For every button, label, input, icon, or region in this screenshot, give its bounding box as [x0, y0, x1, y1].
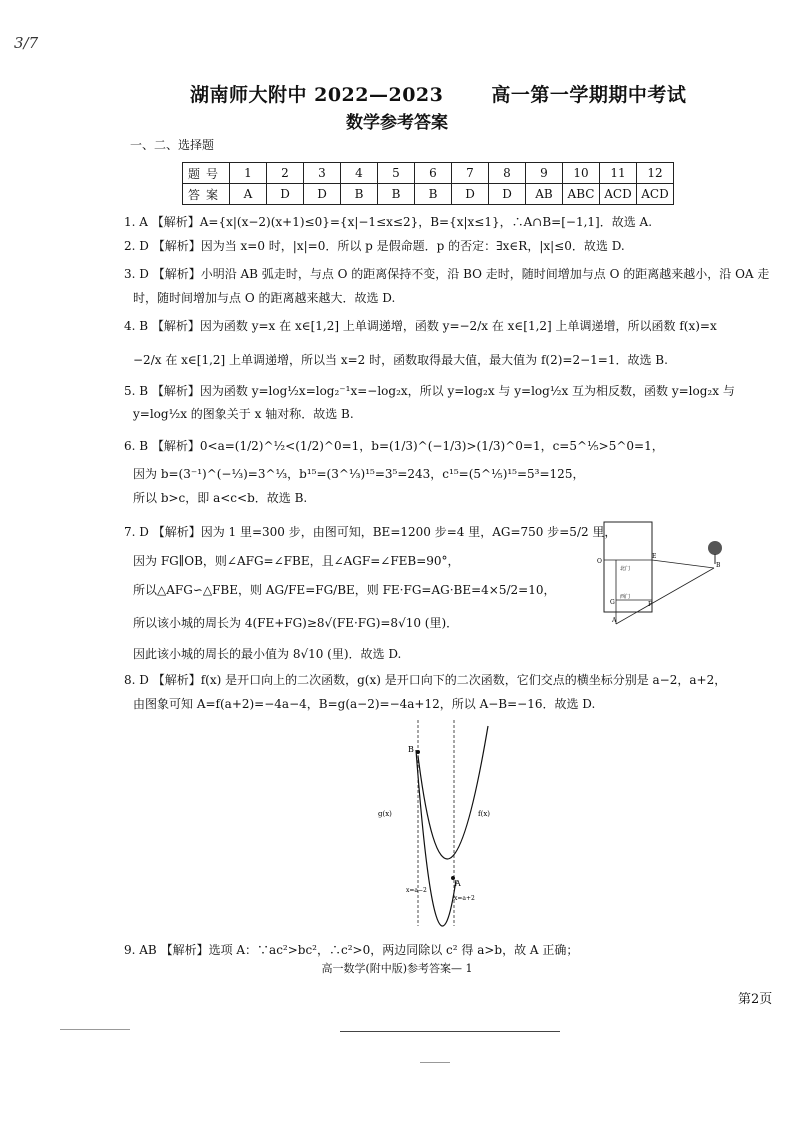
table-cell: 11 — [600, 163, 637, 184]
solution-line-q7-c: 所以△AFG∽△FBE，则 AG/FE=FG/BE，则 FE·FG=AG·BE=4×5/2=10， — [133, 583, 556, 597]
table-cell: 10 — [563, 163, 600, 184]
table-cell: B — [341, 184, 378, 205]
figure-q7-city-diagram — [588, 518, 738, 630]
fig7-label-a: A — [612, 617, 617, 624]
tree-icon — [708, 541, 722, 555]
answer-table-answer-row — [183, 184, 674, 205]
table-cell: 8 — [489, 163, 526, 184]
solution-line-q5: 5. B 【解析】因为函数 y=log½x=log₂⁻¹x=−log₂x，所以 y=log₂x 与 y=log½x 互为相反数，函数 y=log₂x 与 — [124, 384, 735, 398]
table-cell: 4 — [341, 163, 378, 184]
fig7-label-north-gate: 北门 — [620, 566, 631, 572]
table-cell: B — [415, 184, 452, 205]
fig7-label-o: O — [597, 558, 602, 565]
solution-line-q4: 4. B 【解析】因为函数 y=x 在 x∈[1,2] 上单调递增，函数 y=−2/x 在 x∈[1,2] 上单调递增，所以函数 f(x)=x — [124, 319, 717, 333]
solution-line-q7: 7. D 【解析】因为 1 里=300 步，由图可知，BE=1200 步=4 里，AG=750 步=5/2 里， — [124, 525, 617, 539]
figure-q8-parabolas — [376, 716, 506, 930]
solution-line-q7-e: 因此该小城的周长的最小值为 8√10 (里)．故选 D. — [133, 647, 402, 661]
page-title — [190, 80, 686, 107]
fig8-label-g: g(x) — [378, 810, 392, 818]
solution-line-q8-cont: 由图象可知 A=f(a+2)=−4a−4，B=g(a−2)=−4a+12，所以 A−B=−16．故选 D. — [133, 697, 596, 711]
table-cell: D — [489, 184, 526, 205]
fig8-label-b: B — [408, 745, 414, 754]
title-school: 湖南师大附中 2022—2023 — [190, 84, 444, 106]
fig8-label-x1: x=a−2 — [406, 887, 427, 894]
table-cell: D — [267, 184, 304, 205]
table-cell: AB — [526, 184, 563, 205]
fig7-label-b: B — [716, 562, 721, 569]
solution-line-q2: 2. D 【解析】因为当 x=0 时，|x|=0．所以 p 是假命题．p 的否定：∃x∈R，|x|≤0．故选 D. — [124, 239, 625, 253]
scan-line-divider — [340, 1031, 560, 1032]
table-cell: 2 — [267, 163, 304, 184]
fig7-label-g: G — [610, 599, 615, 606]
solution-line-q6-cont: 因为 b=(3⁻¹)^(−⅓)=3^⅓，b¹⁵=(3^⅓)¹⁵=3⁵=243，c¹⁵=(5^⅕)¹⁵=5³=125， — [133, 467, 585, 481]
section-heading: 一、二、选择题 — [130, 138, 215, 152]
table-header-cell: 题号 — [183, 163, 230, 184]
scan-line-divider — [420, 1062, 450, 1063]
table-cell: 12 — [637, 163, 674, 184]
table-cell: A — [230, 184, 267, 205]
solution-line-q4-cont: −2/x 在 x∈[1,2] 上单调递增，所以当 x=2 时，函数取得最大值，最大值为 f(2)=2−1=1．故选 B. — [133, 353, 668, 367]
title-exam: 高一第一学期期中考试 — [491, 84, 687, 106]
table-cell: 5 — [378, 163, 415, 184]
curve-f — [418, 726, 491, 859]
table-cell: D — [452, 184, 489, 205]
solution-line-q7-b: 因为 FG∥OB，则∠AFG=∠FBE，且∠AGF=∠FEB=90°， — [133, 554, 460, 568]
fig7-label-west-gate: 西门 — [620, 594, 631, 600]
table-header-cell: 答案 — [183, 184, 230, 205]
fig8-label-f: f(x) — [478, 810, 491, 818]
table-cell: ACD — [600, 184, 637, 205]
table-cell: 9 — [526, 163, 563, 184]
table-cell: B — [378, 184, 415, 205]
page-footer: 高一数学(附中版)参考答案— 1 — [321, 962, 473, 975]
solution-line-q1: 1. A 【解析】A={x|(x−2)(x+1)≤0}={x|−1≤x≤2}，B={x|x≤1}，∴A∩B=[−1,1]．故选 A. — [124, 215, 653, 229]
table-cell: 3 — [304, 163, 341, 184]
fig7-label-e: E — [652, 553, 657, 560]
table-cell: 6 — [415, 163, 452, 184]
solution-line-q5-cont: y=log½x 的图象关于 x 轴对称．故选 B. — [133, 407, 354, 421]
solution-line-q3: 3. D 【解析】小明沿 AB 弧走时，与点 O 的距离保持不变，沿 BO 走时，随时间增加与点 O 的距离越来越小，沿 OA 走 — [124, 267, 770, 281]
page-subtitle: 数学参考答案 — [346, 113, 448, 133]
table-cell: 7 — [452, 163, 489, 184]
fig7-label-f: F — [648, 601, 653, 608]
table-cell: 1 — [230, 163, 267, 184]
table-cell: ACD — [637, 184, 674, 205]
corner-mark: 3/7 — [14, 34, 39, 52]
answer-table — [182, 162, 674, 205]
solution-line-q6-conclusion: 所以 b>c，即 a<c<b．故选 B. — [133, 491, 308, 505]
curve-g — [416, 750, 456, 926]
answer-table-number-row — [183, 163, 674, 184]
fig8-label-a: A — [455, 879, 461, 888]
table-cell: ABC — [563, 184, 600, 205]
fig8-label-x2: x=a+2 — [454, 895, 475, 902]
solution-line-q9: 9. AB 【解析】选项 A：∵ac²>bc²，∴c²>0，两边同除以 c² 得 a>b，故 A 正确； — [124, 943, 579, 957]
scan-line-divider — [60, 1029, 130, 1030]
solution-line-q8: 8. D 【解析】f(x) 是开口向上的二次函数，g(x) 是开口向下的二次函数，它们交点的横坐标分别是 a−2，a+2， — [124, 673, 727, 687]
page-number: 第2页 — [738, 992, 773, 1007]
table-cell: D — [304, 184, 341, 205]
solution-line-q7-d: 所以该小城的周长为 4(FE+FG)≥8√(FE·FG)=8√10 (里)． — [133, 616, 459, 630]
solution-line-q6: 6. B 【解析】0<a=(1/2)^½<(1/2)^0=1，b=(1/3)^(−1/3)>(1/3)^0=1，c=5^⅕>5^0=1， — [124, 439, 664, 453]
solution-line-q3-cont: 时，随时间增加与点 O 的距离越来越大．故选 D. — [133, 291, 396, 305]
